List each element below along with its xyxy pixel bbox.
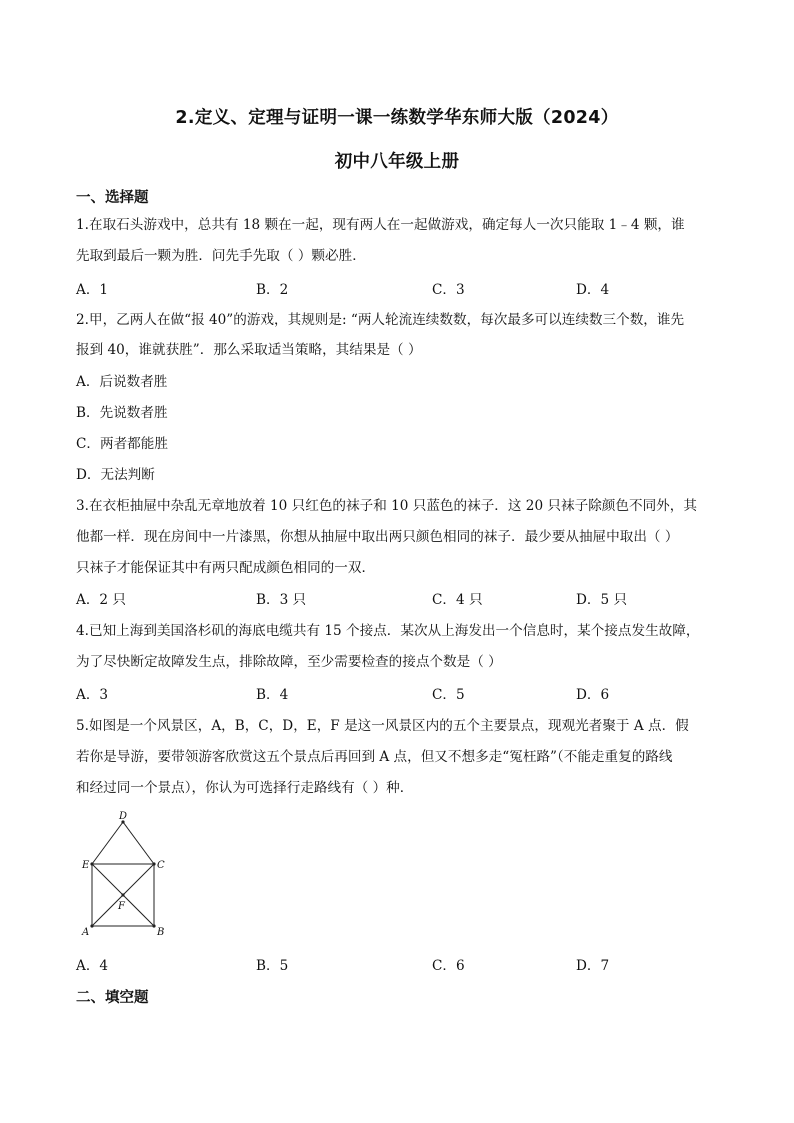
question-3-line-3: 只袜子才能保证其中有两只配成颜色相同的一双． [76,560,376,576]
question-4-option-a: A．3 [76,687,109,703]
question-2-option-c: C．两者都能胜 [76,436,168,452]
question-3-line-2: 他都一样．现在房间中一片漆黑，你想从抽屉中取出两只颜色相同的袜子．最少要从抽屉中取出（ ） [76,529,679,545]
question-1-option-d: D．4 [576,282,610,298]
document-subtitle: 初中八年级上册 [334,152,460,172]
edge-ed [92,822,123,864]
point-e [90,862,93,865]
question-2-option-b: B．先说数者胜 [76,405,168,421]
question-3-option-b: B．3 只 [256,592,307,608]
label-a: A [82,927,90,938]
question-3-option-a: A．2 只 [76,592,126,608]
question-5-option-a: A．4 [76,958,109,974]
question-4-line-2: 为了尽快断定故障发生点，排除故障，至少需要检查的接点个数是（ ） [76,654,502,670]
document-title: 2.定义、定理与证明一课一练数学华东师大版（2024） [175,108,619,128]
question-5-line-1: 5.如图是一个风景区，A，B，C，D，E，F 是这一风景区内的五个主要景点，现观光者聚于 A 点．假 [76,718,689,734]
question-3-option-d: D．5 只 [576,592,628,608]
point-c [152,862,155,865]
section-heading-fill: 二、填空题 [76,990,149,1006]
edge-dc [123,822,154,864]
question-1-option-a: A．1 [76,282,109,298]
question-5-option-d: D．7 [576,958,610,974]
point-a [90,924,93,927]
label-c: C [157,860,165,871]
point-f [121,893,124,896]
label-d: D [119,811,128,822]
question-5-option-c: C．6 [432,958,465,974]
question-5-line-3: 和经过同一个景点），你认为可选择行走路线有（ ）种． [76,780,414,796]
scenic-area-diagram [76,810,176,938]
question-1-line-1: 1.在取石头游戏中，总共有 18 颗在一起，现有两人在一起做游戏，确定每人一次只能取 1﹣4 颗，谁 [76,217,685,233]
point-b [152,924,155,927]
section-heading-choice: 一、选择题 [76,190,149,206]
label-f: F [118,901,125,912]
question-2-option-d: D．无法判断 [76,467,155,483]
question-2-option-a: A．后说数者胜 [76,374,168,390]
question-2-line-1: 2.甲，乙两人在做“报 40”的游戏，其规则是: “两人轮流连续数数，每次最多可以连续数三个数，谁先 [76,312,685,328]
question-3-line-1: 3.在衣柜抽屉中杂乱无章地放着 10 只红色的袜子和 10 只蓝色的袜子．这 20 只袜子除颜色不同外，其 [76,498,697,514]
question-4-line-1: 4.已知上海到美国洛杉矶的海底电缆共有 15 个接点．某次从上海发出一个信息时，某个接点发生故障， [76,623,700,639]
question-4-option-b: B．4 [256,687,289,703]
question-1-line-2: 先取到最后一颗为胜．问先手先取（ ）颗必胜． [76,248,366,264]
question-3-option-c: C．4 只 [432,592,483,608]
question-2-line-2: 报到 40，谁就获胜”．那么采取适当策略，其结果是（ ） [76,342,422,358]
question-1-option-c: C．3 [432,282,465,298]
question-1-option-b: B．2 [256,282,289,298]
question-4-option-d: D．6 [576,687,610,703]
question-4-option-c: C．5 [432,687,465,703]
question-5-option-b: B．5 [256,958,289,974]
label-b: B [157,927,165,938]
label-e: E [82,860,90,871]
question-5-line-2: 若你是导游，要带领游客欣赏这五个景点后再回到 A 点，但又不想多走“冤枉路”（不能走重复的路线 [76,749,673,765]
